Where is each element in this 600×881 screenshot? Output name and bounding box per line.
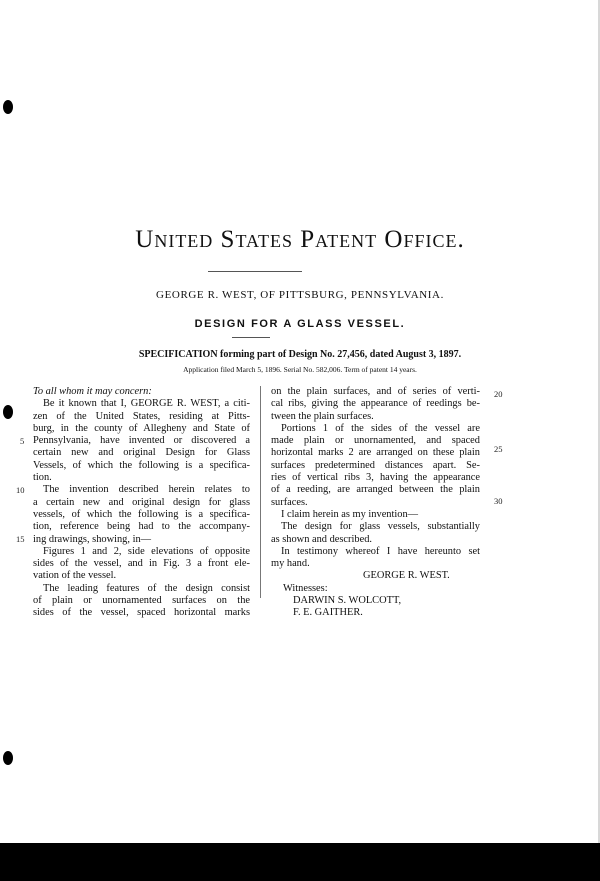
text-line: Be it known that I, GEORGE R. WEST, a citi- (43, 398, 250, 410)
text-line: surfaces predetermined distances apart. Se- (271, 459, 480, 471)
text-line: Figures 1 and 2, side elevations of opposite (43, 545, 250, 557)
scan-bottom-bar (0, 843, 600, 881)
text-line: tion. (33, 472, 52, 484)
testimony-line: my hand. (271, 558, 310, 570)
text-line: tion, reference being had to the accompany- (33, 521, 250, 533)
text-line: cal ribs, giving the appearance of reedings be- (271, 398, 480, 410)
office-title: United States Patent Office. (135, 226, 465, 253)
text-line: tween the plain surfaces. (271, 410, 374, 422)
text-line: Pennsylvania, have invented or discovered a (33, 435, 250, 447)
text-line: sides of the vessel, and in Fig. 3 a front ele- (33, 558, 250, 570)
text-line: certain new and original Design for Glass (33, 447, 250, 459)
text-line: a certain new and original design for glass (33, 496, 250, 508)
divider-rule (208, 271, 302, 272)
text-line: zen of the United States, residing at Pitts- (33, 410, 250, 422)
divider-rule-short (232, 337, 270, 338)
column-divider (260, 386, 261, 598)
text-line: horizontal marks 2 are arranged on these plain (271, 447, 480, 459)
line-number: 20 (494, 389, 503, 399)
text-line: Portions 1 of the sides of the vessel are (281, 422, 480, 434)
line-number: 25 (494, 444, 503, 454)
text-line: made plain or unornamented, and spaced (271, 435, 480, 447)
claim-intro: I claim herein as my invention— (281, 508, 419, 520)
line-number: 5 (20, 436, 25, 446)
line-number: 10 (16, 485, 25, 495)
binder-hole-top (3, 100, 13, 114)
witness-name: DARWIN S. WOLCOTT, (293, 595, 402, 607)
text-line: vessels, of which the following is a specifica- (33, 508, 250, 520)
specification-line: SPECIFICATION forming part of Design No. 27,456, dated August 3, 1897. (138, 349, 462, 360)
text-line: Vessels, of which the following is a specifica- (33, 459, 250, 471)
claim-text: as shown and described. (271, 533, 372, 545)
salutation: To all whom it may concern: (33, 386, 152, 397)
text-line: of a reeding, are arranged between the plain (271, 484, 480, 496)
left-column (33, 386, 250, 620)
testimony-line: In testimony whereof I have hereunto set (281, 545, 480, 557)
signature-name: GEORGE R. WEST. (363, 570, 450, 582)
line-number: 30 (494, 496, 503, 506)
design-title: DESIGN FOR A GLASS VESSEL. (194, 318, 406, 330)
witness-name: F. E. GAITHER. (293, 607, 363, 619)
text-line: vation of the vessel. (33, 570, 117, 582)
text-line: sides of the vessel, spaced horizontal marks (33, 607, 250, 619)
application-line: Application filed March 5, 1896. Serial No. 582,006. Term of patent 14 years. (183, 365, 417, 374)
claim-text: The design for glass vessels, substantially (281, 521, 480, 533)
witnesses-label: Witnesses: (283, 582, 328, 594)
text-line: ing drawings, showing, in— (33, 533, 152, 545)
text-line: surfaces. (271, 496, 308, 508)
text-line: on the plain surfaces, and of series of verti- (271, 386, 480, 397)
text-line: burg, in the county of Allegheny and State of (33, 422, 250, 434)
binder-hole-middle (3, 405, 13, 419)
right-column (271, 386, 480, 620)
text-line: ries of vertical ribs 3, having the appearance (271, 472, 480, 484)
binder-hole-bottom (3, 751, 13, 765)
inventor-line: GEORGE R. WEST, OF PITTSBURG, PENNSYLVANIA. (156, 289, 444, 301)
line-number: 15 (16, 534, 25, 544)
text-line: The invention described herein relates to (43, 484, 250, 496)
text-line: of plain or unornamented surfaces on the (33, 595, 250, 607)
text-line: The leading features of the design consist (43, 582, 250, 594)
